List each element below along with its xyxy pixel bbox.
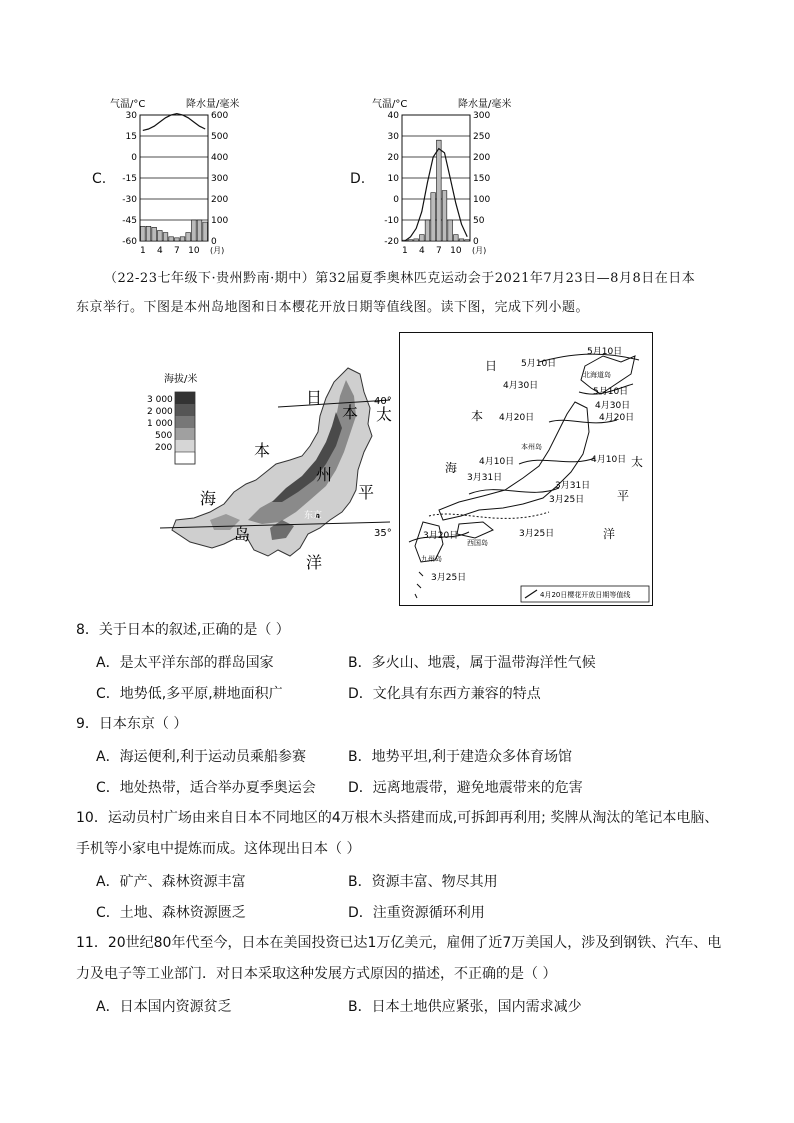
date-mar25-c: 3月25日 <box>519 529 555 539</box>
date-apr20-b: 4月20日 <box>599 413 635 423</box>
chart-c-precip-bar <box>141 226 146 241</box>
chart-c-precip-bar <box>152 227 157 241</box>
label-kyushu: 九州岛 <box>421 555 442 563</box>
label-ocean-tai: 太 <box>376 405 393 424</box>
intro-line-2: 东京举行。下图是本州岛地图和日本樱花开放日期等值线图。读下图，完成下列小题。 <box>76 300 590 315</box>
chart-d-temp-tick: 30 <box>387 132 399 142</box>
honshu-relief-map <box>147 352 400 582</box>
date-mar25-a: 3月25日 <box>431 573 467 583</box>
date-may10-a: 5月10日 <box>587 347 623 357</box>
q9-option-c[interactable]: C．地处热带，适合举办夏季奥运会 <box>96 780 316 796</box>
chart-c-precip-axis-title: 降水量/毫米 <box>186 99 240 110</box>
chart-c-precip-bar <box>203 222 208 241</box>
q9-option-b[interactable]: B．地势平坦,利于建造众多体育场馆 <box>348 749 573 765</box>
date-mar31-b: 3月31日 <box>555 481 591 491</box>
chart-c-precip-bar <box>180 237 185 241</box>
chart-d-temperature-line <box>405 149 467 241</box>
chart-d-temp-tick: -20 <box>384 237 399 247</box>
chart-c-precip-tick: 100 <box>211 216 229 226</box>
map-right-sea-hai: 海 <box>445 461 458 475</box>
chart-d-precip-bar <box>420 235 425 241</box>
chart-d-x-tick: 1 <box>401 246 408 256</box>
q9-option-d[interactable]: D．远离地震带，避免地震带来的危害 <box>348 780 583 796</box>
chart-c-precip-bar <box>186 233 191 241</box>
legend-swatch-500 <box>175 428 195 440</box>
label-tokyo: 东京 <box>304 511 323 521</box>
chart-d-precip-tick: 100 <box>473 195 491 205</box>
map-right-ocean-yang: 洋 <box>603 527 616 541</box>
chart-c-precip-bar <box>197 220 202 241</box>
label-island-ben: 本 <box>342 403 359 422</box>
label-island-dao: 岛 <box>234 525 251 544</box>
chart-c-x-tick: 1 <box>139 246 146 256</box>
q10-option-d[interactable]: D．注重资源循环利用 <box>348 905 485 921</box>
map-right-ocean-tai: 太 <box>631 455 644 469</box>
chart-d-precip-bar <box>431 193 436 241</box>
label-hokkaido: 北海道岛 <box>583 371 611 379</box>
date-apr30-b: 4月30日 <box>595 401 631 411</box>
chart-d-temp-tick: -10 <box>384 216 399 226</box>
isoline-legend-text: 4月20日樱花开放日期等值线 <box>540 591 631 599</box>
q9-option-a[interactable]: A．海运便利,利于运动员乘船参赛 <box>96 749 307 765</box>
date-may10-c: 5月10日 <box>593 387 629 397</box>
chart-c-temp-tick: 30 <box>125 111 137 121</box>
chart-c-temp-axis-title: 气温/°C <box>110 99 146 110</box>
chart-d-temp-axis-title: 气温/°C <box>372 99 408 110</box>
question-9-stem: 9．日本东京（ ） <box>76 716 188 732</box>
chart-d-precip-bar <box>454 235 459 241</box>
chart-c-temp-tick: 0 <box>131 153 137 163</box>
question-11-stem-line-1: 11．20世纪80年代至今，日本在美国投资已达1万亿美元，雇佣了近7万美国人，涉及到钢铁、汽车、电 <box>76 935 722 951</box>
chart-c-precip-bar <box>158 231 163 242</box>
chart-d-precip-bar <box>425 220 430 241</box>
question-11-stem-line-2: 力及电子等工业部门．对日本采取这种发展方式原因的描述，不正确的是（ ） <box>76 966 557 982</box>
chart-d-temp-tick: 0 <box>393 195 399 205</box>
chart-c-precip-bar <box>169 237 174 241</box>
chart-c-temp-tick: -30 <box>122 195 137 205</box>
legend-value-2000: 2 000 <box>147 407 173 417</box>
q10-option-c[interactable]: C．土地、森林资源匮乏 <box>96 905 246 921</box>
legend-value-500: 500 <box>155 431 173 441</box>
chart-c-temperature-line <box>143 114 205 131</box>
date-apr10-a: 4月10日 <box>479 457 515 467</box>
chart-d-precip-bar <box>408 240 413 241</box>
legend-value-3000: 3 000 <box>147 395 173 405</box>
chart-d-x-unit: (月) <box>472 246 487 255</box>
chart-d-precip-tick: 200 <box>473 153 491 163</box>
chart-c-precip-bar <box>163 233 168 241</box>
legend-value-200: 200 <box>155 443 173 453</box>
chart-d-precip-bar <box>459 239 464 241</box>
q10-option-a[interactable]: A．矿产、森林资源丰富 <box>96 874 246 890</box>
chart-d-x-tick: 7 <box>435 246 442 256</box>
climate-chart-d <box>370 95 530 257</box>
chart-d-precip-tick: 300 <box>473 111 491 121</box>
question-8-stem: 8．关于日本的叙述,正确的是（ ） <box>76 622 290 638</box>
chart-c-temp-tick: 15 <box>125 132 137 142</box>
chart-c-temp-tick: -60 <box>122 237 137 247</box>
chart-d-precip-bar <box>448 220 453 241</box>
date-mar25-b: 3月25日 <box>549 495 585 505</box>
lat-label-40: 40° <box>374 396 392 407</box>
elevation-legend-title: 海拔/米 <box>164 374 198 385</box>
legend-value-1000: 1 000 <box>147 419 173 429</box>
chart-d-precip-tick: 0 <box>473 237 479 247</box>
date-mar31-a: 3月31日 <box>467 473 503 483</box>
chart-c-x-unit: (月) <box>210 246 225 255</box>
chart-d-precip-axis-title: 降水量/毫米 <box>458 99 512 110</box>
label-sea-hai: 海 <box>200 489 217 508</box>
chart-d-precip-bar <box>465 240 470 241</box>
option-c-label: C. <box>92 171 107 187</box>
chart-c-precip-tick: 600 <box>211 111 229 121</box>
label-ocean-yang: 洋 <box>306 553 323 572</box>
chart-d-precip-tick: 50 <box>473 216 485 226</box>
label-ocean-ping: 平 <box>358 483 375 502</box>
chart-c-precip-tick: 200 <box>211 195 229 205</box>
question-10-stem-line-2: 手机等小家电中提炼而成。这体现出日本（ ） <box>76 841 361 857</box>
option-d-label: D. <box>350 171 366 187</box>
date-apr30-a: 4月30日 <box>503 381 539 391</box>
lat-label-35: 35° <box>374 528 392 539</box>
chart-d-precip-bar <box>442 191 447 241</box>
q8-option-c[interactable]: C．地势低,多平原,耕地面积广 <box>96 686 283 702</box>
legend-swatch-1000 <box>175 416 195 428</box>
q8-option-d[interactable]: D．文化具有东西方兼容的特点 <box>348 686 541 702</box>
label-sea-ri: 日 <box>306 388 323 407</box>
legend-swatch-200 <box>175 440 195 452</box>
chart-d-temp-tick: 40 <box>387 111 399 121</box>
chart-c-precip-tick: 0 <box>211 237 217 247</box>
map-right-sea-ri: 日 <box>485 359 498 373</box>
chart-d-precip-bar <box>414 239 419 241</box>
q11-option-b[interactable]: B．日本土地供应紧张，国内需求减少 <box>348 999 582 1015</box>
chart-d-x-tick: 10 <box>450 246 462 256</box>
climate-chart-c <box>108 95 238 257</box>
legend-swatch-0 <box>175 452 195 464</box>
cherry-blossom-isoline-map <box>399 332 653 606</box>
chart-c-x-tick: 10 <box>188 246 200 256</box>
date-may10-b: 5月10日 <box>521 359 557 369</box>
question-10-stem-line-1: 10．运动员村广场由来自日本不同地区的4万根木头搭建而成,可拆卸再利用; 奖牌从淘汰的笔记本电脑、 <box>76 810 719 826</box>
q11-option-a[interactable]: A．日本国内资源贫乏 <box>96 999 232 1015</box>
q8-option-b[interactable]: B．多火山、地震，属于温带海洋性气候 <box>348 655 596 671</box>
chart-d-precip-tick: 150 <box>473 174 491 184</box>
chart-c-temp-tick: -15 <box>122 174 137 184</box>
chart-c-precip-tick: 400 <box>211 153 229 163</box>
q10-option-b[interactable]: B．资源丰富、物尽其用 <box>348 874 498 890</box>
date-apr20-a: 4月20日 <box>499 413 535 423</box>
legend-swatch-2000 <box>175 404 195 416</box>
chart-c-x-tick: 7 <box>173 246 180 256</box>
label-sea-ben: 本 <box>254 441 271 460</box>
chart-c-precip-tick: 500 <box>211 132 229 142</box>
map-right-sea-ben: 本 <box>471 409 484 423</box>
date-mar20: 3月20日 <box>423 531 459 541</box>
date-apr10-b: 4月10日 <box>591 455 627 465</box>
chart-d-temp-tick: 10 <box>387 174 399 184</box>
label-shikoku: 西国岛 <box>467 539 488 547</box>
label-island-zhou: 州 <box>316 465 333 484</box>
legend-swatch-3000 <box>175 392 195 404</box>
chart-d-temp-tick: 20 <box>387 153 399 163</box>
chart-c-precip-tick: 300 <box>211 174 229 184</box>
chart-c-precip-bar <box>175 238 180 241</box>
q8-option-a[interactable]: A．是太平洋东部的群岛国家 <box>96 655 274 671</box>
chart-c-x-tick: 4 <box>156 246 163 256</box>
label-honshu: 本州岛 <box>521 443 542 451</box>
chart-c-precip-bar <box>146 226 151 241</box>
chart-c-temp-tick: -45 <box>122 216 137 226</box>
chart-d-precip-tick: 250 <box>473 132 491 142</box>
map-right-ocean-ping: 平 <box>617 489 630 503</box>
chart-d-precip-bar <box>437 140 442 241</box>
chart-c-precip-bar <box>192 220 197 241</box>
chart-d-x-tick: 4 <box>418 246 425 256</box>
intro-line-1: （22-23七年级下·贵州黔南·期中）第32届夏季奥林匹克运动会于2021年7月23日—8月8日在日本 <box>104 271 696 286</box>
